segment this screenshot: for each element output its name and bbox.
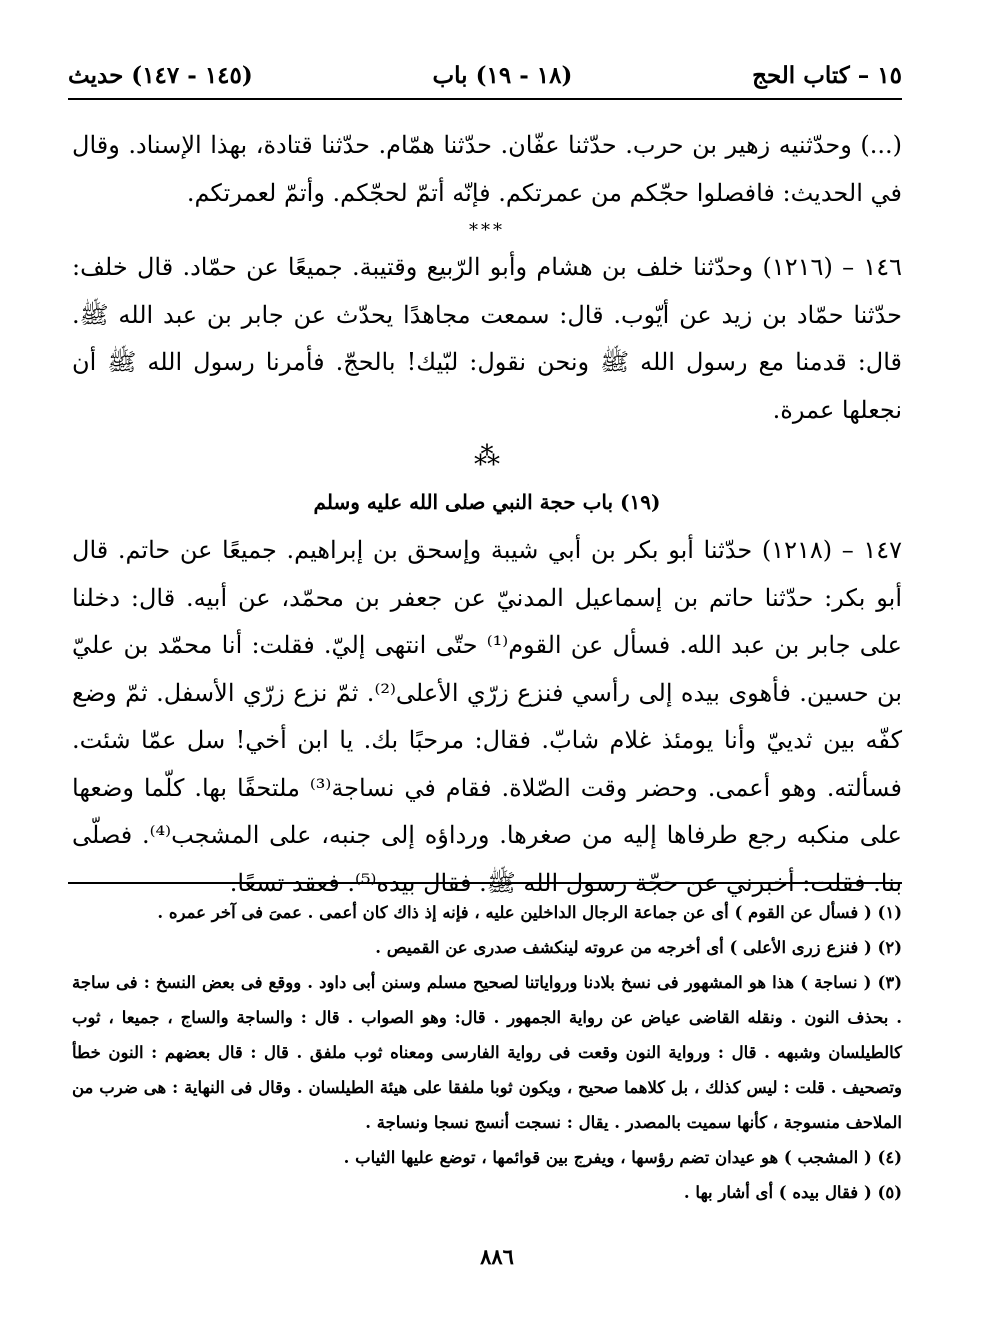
section-separator-stars: *** — [469, 220, 505, 242]
hadith-146-paragraph: ١٤٦ – (١٢١٦) وحدّثنا خلف بن هشام وأبو الرّبيع وقتيبة. جميعًا عن حمّاد. قال خلف: حدّثنا حمّاد بن زيد عن أيّوب. قال: سمعت مجاهدًا يحدّث عن جابر بن عبد الله ﷺ. قال: قدمنا مع رسول الله ﷺ ونحن نقول: لبّيك! بالحجّ. فأمرنا رسول الله ﷺ أن نجعلها عمرة. — [72, 253, 903, 424]
header-hadith-range: (١٤٥ - ١٤٧) حديث — [68, 61, 253, 89]
footnote-2: (٢) ( فنزع زرى الأعلى ) أى أخرجه من عروته لينكشف صدرى عن القميص . — [375, 937, 902, 957]
hadith-variant-paragraph: (...) وحدّثنيه زهير بن حرب. حدّثنا عفّان. حدّثنا همّام. حدّثنا قتادة، بهذا الإسناد. وقال في الحديث: فافصلوا حجّكم من عمرتكم. فإنّه أتمّ لحجّكم. وأتمّ لعمرتكم. — [72, 131, 902, 207]
footnote-rule — [68, 882, 902, 884]
header-chapter-range: (١٨ - ١٩) باب — [432, 61, 573, 89]
footnote-5: (٥) ( فقال بيده ) أى أشار بها . — [683, 1182, 902, 1202]
footnotes — [72, 896, 902, 1211]
running-header — [68, 52, 902, 98]
footnote-4: (٤) ( المشجب ) هو عيدان تضم رؤسها ، ويفرج بين قوائمها ، توضع عليها الثياب . — [343, 1147, 902, 1167]
header-book-title: ١٥ – كتاب الحج — [752, 61, 902, 89]
chapter-heading: (١٩) باب حجة النبي صلى الله عليه وسلم — [313, 490, 661, 515]
main-text — [72, 122, 902, 907]
header-rule — [68, 98, 902, 100]
footnote-1: (١) ( فسأل عن القوم ) أى عن جماعة الرجال الداخلين عليه ، فإنه إذ ذاك كان أعمى . عمىَ فى آخر عمره . — [157, 903, 902, 922]
hadith-147-paragraph: ١٤٧ – (١٢١٨) حدّثنا أبو بكر بن أبي شيبة وإسحق بن إبراهيم. جميعًا عن حاتم. قال أبو بكر: حدّثنا حاتم بن إسماعيل المدنيّ عن جعفر بن محمّد، عن أبيه. قال: دخلنا على جابر بن عبد الله. فسأل عن القوم⁽¹⁾ حتّى انتهى إليّ. فقلت: أنا محمّد بن عليّ بن حسين. فأهوى بيده إلى رأسي فنزع زرّي الأعلى⁽²⁾. ثمّ نزع زرّي الأسفل. ثمّ وضع كفّه بين ثدييّ وأنا يومئذ غلام شابّ. فقال: مرحبًا بك. يا ابن أخي! سل عمّا شئت. فسألته. وهو أعمى. وحضر وقت الصّلاة. فقام في نساجة⁽³⁾ ملتحفًا بها. كلّما وضعها على منكبه رجع طرفاها إليه من صغرها. ورداؤه إلى جنبه، على المشجب⁽⁴⁾. فصلّى بنا. فقلت: أخبرني عن حجّة رسول الله ﷺ. فقال بيده⁽⁵⁾. فعقد تسعًا. — [72, 536, 903, 897]
footnote-3: (٣) ( نساجة ) هذا هو المشهور فى نسخ بلادنا ورواياتنا لصحيح مسلم وسنن أبى داود . ووقع فى بعض النسخ : فى ساجة . بحذف النون . ونقله القاضى عياض عن رواية الجمهور . قال: وهو الصواب . قال : والساجة والساج ، جميعا ، ثوب كالطيلسان وشبهه . قال : ورواية النون وقعت فى رواية الفارسى ومعناه ثوب ملفق . قال : قال بعضهم : النون خطأ وتصحيف . قلت : ليس كذلك ، بل كلاهما صحيح ، ويكون ثوبا ملفقا على هيئة الطيلسان . وقال فى النهاية : هى ضرب من الملاحف منسوجة ، كأنها سميت بالمصدر . يقال : نسجت أنسج نسجا ونساجة . — [72, 972, 902, 1132]
page-number: ٨٨٦ — [480, 1244, 514, 1269]
section-separator-ornament: ⁂ — [474, 442, 500, 473]
